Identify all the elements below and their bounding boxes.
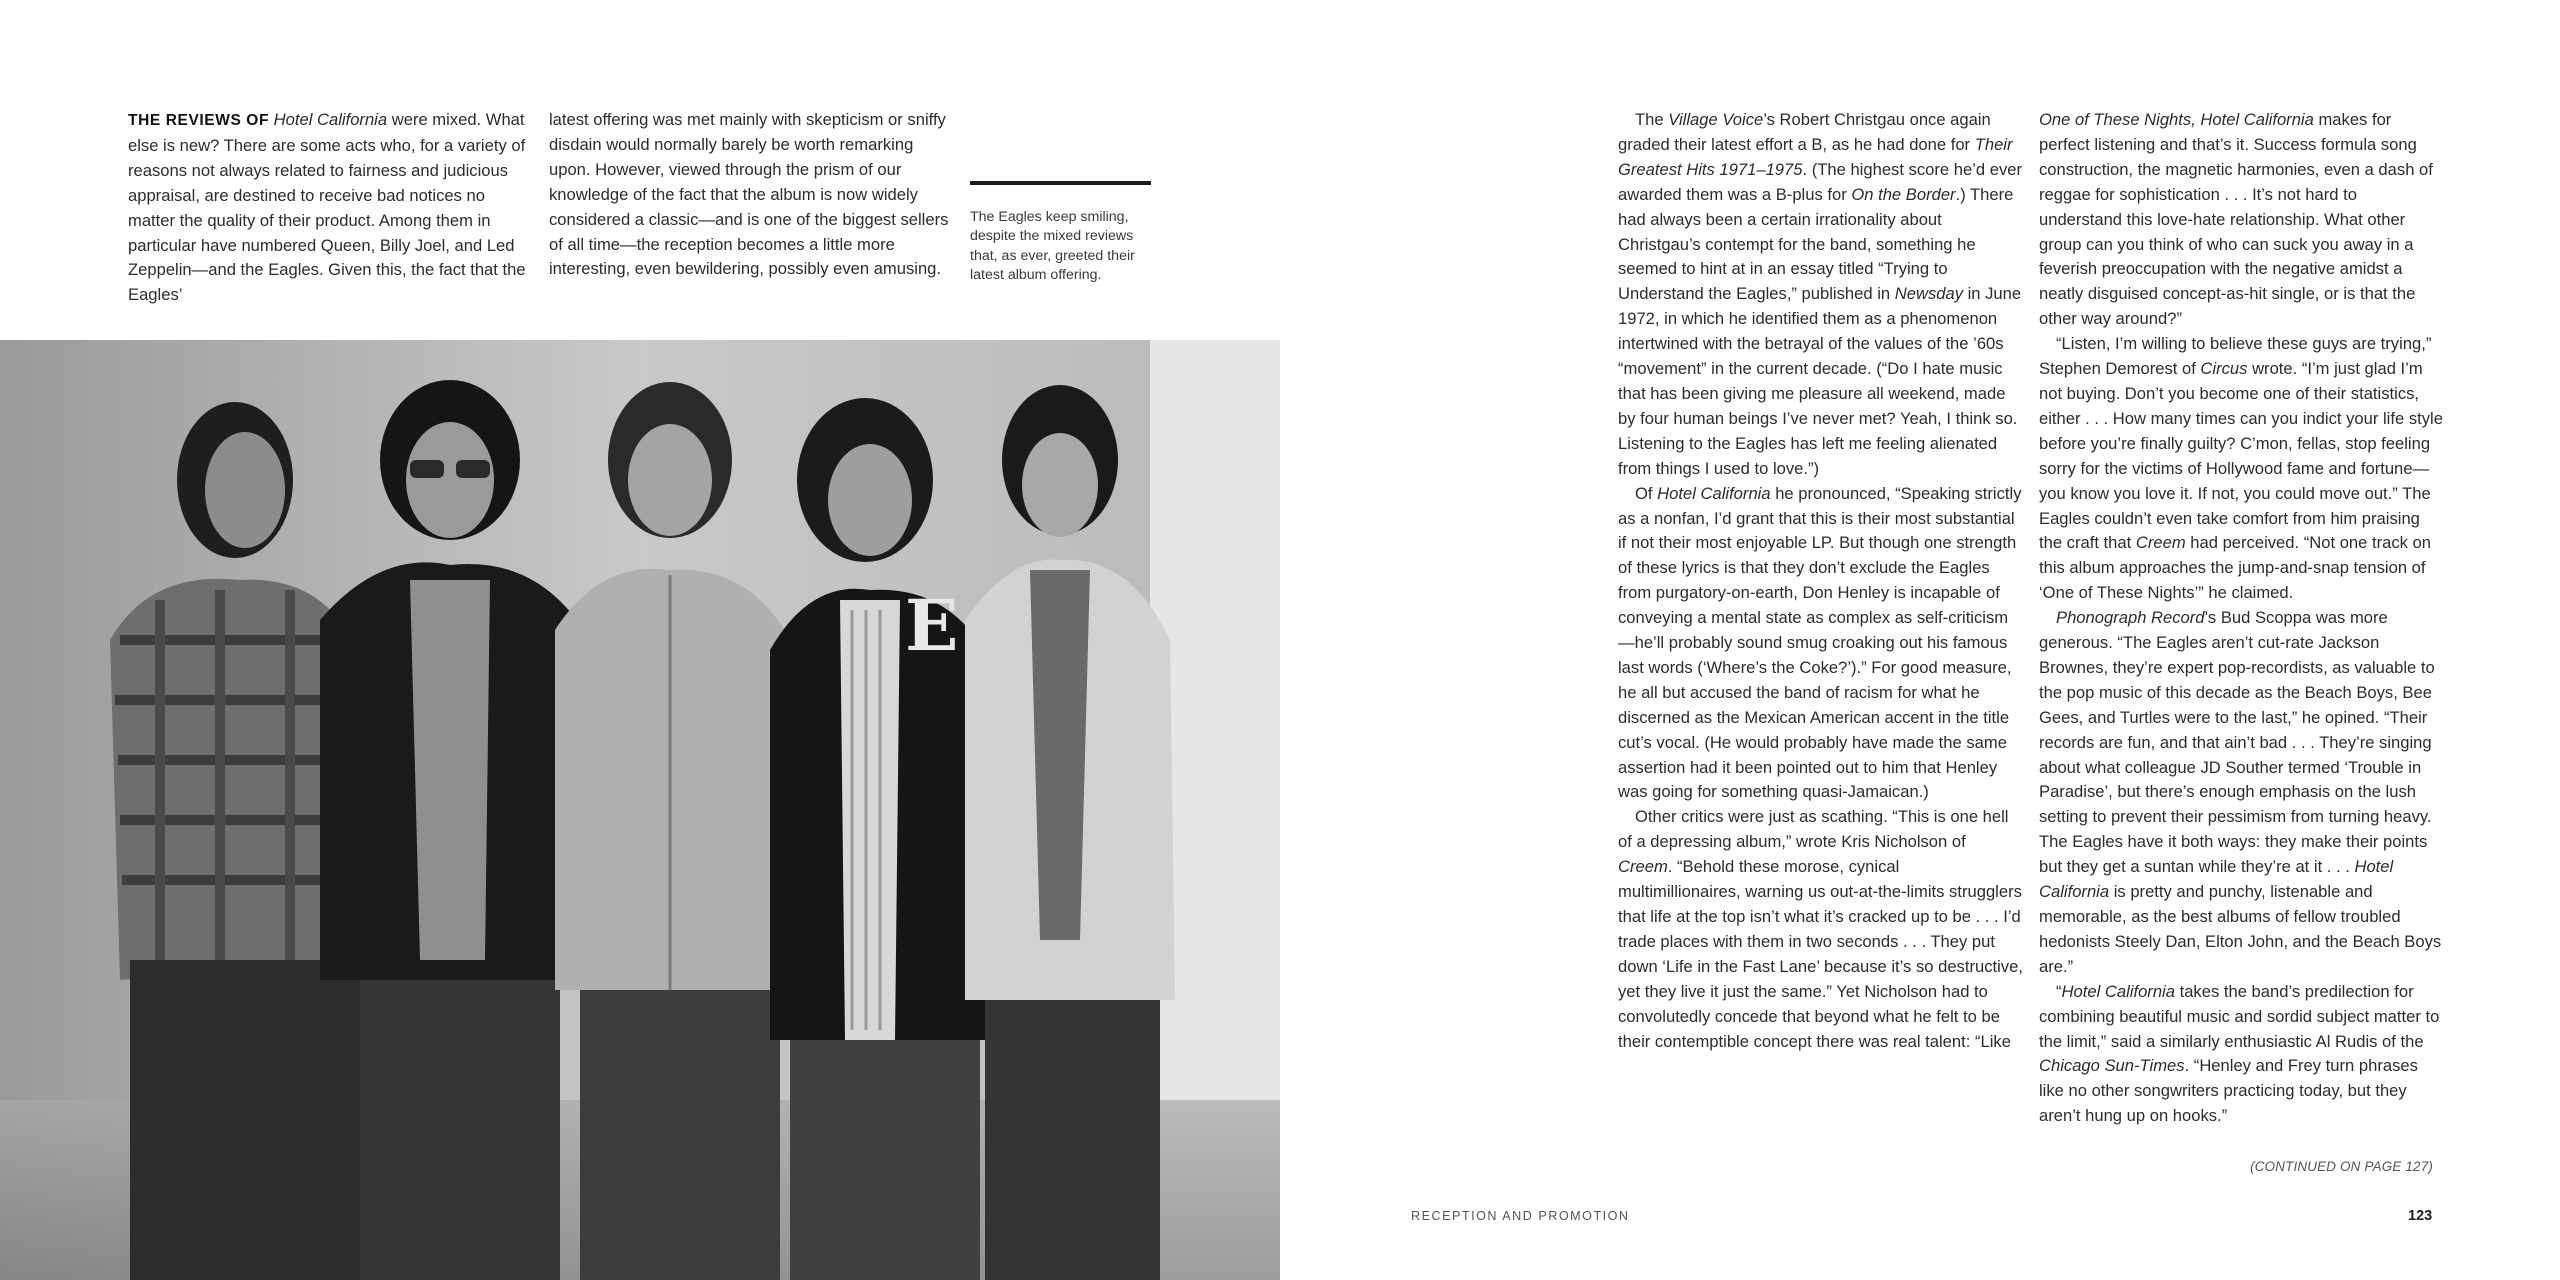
caption-rule: [970, 181, 1151, 185]
italic-title: Newsday: [1894, 284, 1963, 304]
text-run: “Listen, I’m willing to believe these guys are trying,” Stephen Demorest of: [2039, 334, 2432, 379]
lead-in-title: Hotel California: [273, 110, 388, 129]
text-run: .) There had always been a certain irrationality about Christgau’s contempt for the band, something he seemed to hint at in an essay titled “Trying to Understand the Eagles,” published in: [1618, 184, 2014, 304]
text-run: in June 1972, in which he identified them as a phenomenon intertwined with the betrayal of the values of the ’60s “movement” in the current decade. (“Do I hate music that has been giving me pleasure all weekend, made by four human beings I’ve never met? Yeah, I think so. Listening to the Eagles has left me feeling alienated from things I used to love.”): [1618, 284, 2022, 478]
italic-title: Chicago Sun-Times: [2039, 1056, 2185, 1076]
body-column-4: [2039, 108, 2444, 1129]
text-run: . “Behold these morose, cynical multimillionaires, warning us out-at-the-limits strugglers that life at the top isn’t what it’s cracked up to be . . . I’d trade places with them in two seconds . . . They put down ‘Life in the Fast Lane’ because it’s so destructive, yet they live it just the same.” Yet Nicholson had to convolutedly concede that beyond what he felt to be their contemptible concept there was real talent: “Like: [1618, 857, 2023, 1051]
paragraph: [2039, 108, 2444, 332]
body-column-2: [549, 108, 949, 282]
body-column-1: [128, 108, 528, 308]
italic-title: Their Greatest Hits 1971–1975: [1618, 134, 2013, 179]
italic-title: Hotel California: [1657, 483, 1771, 503]
svg-text:E: E: [905, 584, 959, 667]
text-run: wrote. “I’m just glad I’m not buying. Don’t you become one of their statistics, either . . . How many times can you indict your life style before you’re finally guilty? C’mon, fellas, stop feeling sorry for the victims of Hollywood fame and fortune—you know you love it. If not, you could move out.” The Eagles couldn’t even take comfort from him praising the craft that: [2039, 359, 2443, 553]
text-run: takes the band’s predilection for combining beautiful music and sordid subject matter to the limit,” said a similarly enthusiastic Al Rudis of the: [2039, 981, 2440, 1051]
text-run: had perceived. “Not one track on this album approaches the jump-and-snap tension of ‘One of These Nights’” he claimed.: [2039, 533, 2432, 603]
paragraph: [2039, 332, 2444, 606]
paragraph: [2039, 980, 2444, 1129]
italic-title: One of These Nights, Hotel California: [2039, 110, 2314, 129]
italic-title: On the Border: [1851, 184, 1956, 204]
text-run: The: [1635, 110, 1669, 129]
text-run: ’s Robert Christgau once again graded their latest effort a B, as he had done for: [1618, 110, 1991, 154]
text-run: ’s Bud Scoppa was more generous. “The Eagles aren’t cut-rate Jackson Brownes, they’re expert pop-recordists, as valuable to the pop music of this decade as the Beach Boys, Bee Gees, and Turtles were to the last,” he opined. “Their records are fun, and that ain’t bad . . . They’re singing about what colleague JD Souther termed ‘Trouble in Paradise’, but there’s enough emphasis on the lush setting to prevent their pessimism from turning heavy. The Eagles have it both ways: they make their points but they get a suntan while they’re at it . . .: [2039, 608, 2435, 877]
text-run: . “Henley and Frey turn phrases like no other songwriters practicing today, but they aren’t hung up on hooks.”: [2039, 1056, 2418, 1126]
text-run: is pretty and punchy, listenable and memorable, as the best albums of fellow troubled hedonists Steely Dan, Elton John, and the Beach Boys are.”: [2039, 882, 2442, 976]
italic-title: Hotel California: [2061, 981, 2175, 1001]
col2-text: latest offering was met mainly with skepticism or sniffy disdain would normally barely be worth remarking upon. However, viewed through the prism of our knowledge of the fact that the album is now widely considered a classic—and is one of the biggest sellers of all time—the reception becomes a little more interesting, even bewildering, possibly even amusing.: [549, 110, 949, 279]
running-footer: RECEPTION AND PROMOTION: [1411, 1209, 1630, 1223]
text-run: “: [2056, 981, 2062, 1001]
paragraph: [2039, 606, 2444, 980]
continued-note: (CONTINUED ON PAGE 127): [2250, 1159, 2433, 1174]
italic-title: Village Voice: [1668, 110, 1764, 129]
page-number: 123: [2408, 1208, 2433, 1224]
photo-caption: The Eagles keep smiling, despite the mixed reviews that, as ever, greeted their latest album offering.: [970, 209, 1135, 283]
body-column-3: [1618, 108, 2023, 1054]
italic-title: Circus: [2200, 359, 2248, 379]
text-run: Of: [1635, 483, 1658, 503]
text-run: he pronounced, “Speaking strictly as a nonfan, I’d grant that this is their most substantial if not their most enjoyable LP. But though one strength of these lyrics is that they don’t exclude the Eagles from purgatory-on-earth, Don Henley is incapable of conveying a mental state as complex as self-criticism—he’ll probably sound smug croaking out his famous last words (‘Where’s the Coke?’).” For good measure, he all but accused the band of racism for what he discerned as the Mexican American accent in the title cut’s vocal. (He would probably have made the same assertion had it been pointed out to him that Henley was going for something quasi-Jamaican.): [1618, 483, 2022, 802]
text-run: Other critics were just as scathing. “This is one hell of a depressing album,” wrote Kris Nicholson of: [1618, 807, 2009, 852]
lead-in: THE REVIEWS OF: [128, 112, 270, 129]
paragraph: [1618, 805, 2023, 1054]
italic-title: Phonograph Record: [2056, 608, 2205, 628]
text-run: . (The highest score he’d ever awarded them was a B-plus for: [1618, 159, 2023, 204]
col1-text: were mixed. What else is new? There are some acts who, for a variety of reasons not always related to fairness and judicious appraisal, are destined to receive bad notices no matter the quality of their product. Among them in particular have numbered Queen, Billy Joel, and Led Zeppelin—and the Eagles. Given this, the fact that the Eagles’: [128, 110, 526, 305]
italic-title: Creem: [1618, 857, 1668, 877]
text-run: makes for perfect listening and that’s it. Success formula song construction, the magnetic harmonies, even a dash of reggae for sophistication . . . It’s not hard to understand this love-hate relationship. What other group can you think of who can suck you away in a feverish preoccupation with the negative amidst a neatly disguised concept-as-hit single, or is that the other way around?”: [2039, 110, 2433, 329]
paragraph: [1618, 482, 2023, 806]
italic-title: Hotel California: [2039, 857, 2394, 902]
italic-title: Creem: [2135, 533, 2186, 553]
band-photo: [0, 340, 1280, 1280]
paragraph: [1618, 108, 2023, 482]
